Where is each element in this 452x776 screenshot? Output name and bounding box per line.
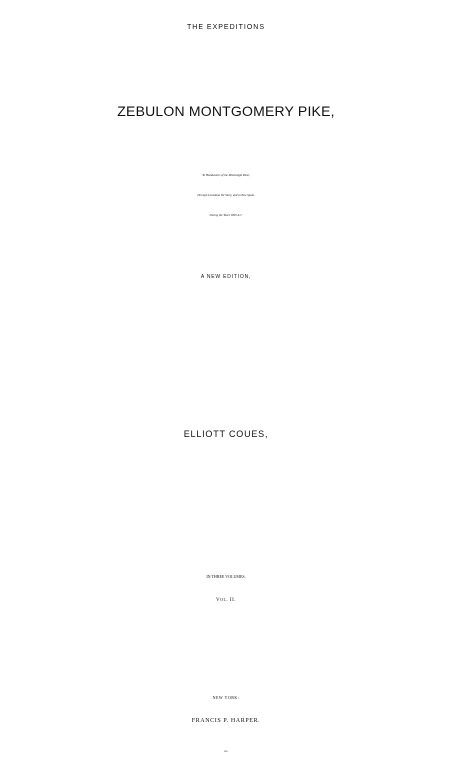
title-line-1: THE EXPEDITIONS: [186, 24, 265, 31]
volume-number: Vol. II.: [215, 598, 237, 603]
year-line: 1895.: [223, 751, 229, 753]
subtitle-line-2: Through Louisiana Territory, and in New Spain,: [197, 193, 255, 197]
subtitle-line-3: During the Years 1805-6-7.: [209, 213, 243, 217]
author-name: ELLIOTT COUES,: [183, 429, 269, 439]
title-line-2: ZEBULON MONTGOMERY PIKE,: [117, 103, 335, 119]
subtitle-line-1: To Headwaters of the Mississippi River,: [202, 173, 250, 177]
place-line: NEW YORK:: [212, 695, 240, 700]
edition-heading: A NEW EDITION,: [200, 274, 252, 280]
publisher-line: FRANCIS P. HARPER.: [191, 718, 261, 724]
volumes-line: IN THREE VOLUMES.: [206, 574, 246, 579]
